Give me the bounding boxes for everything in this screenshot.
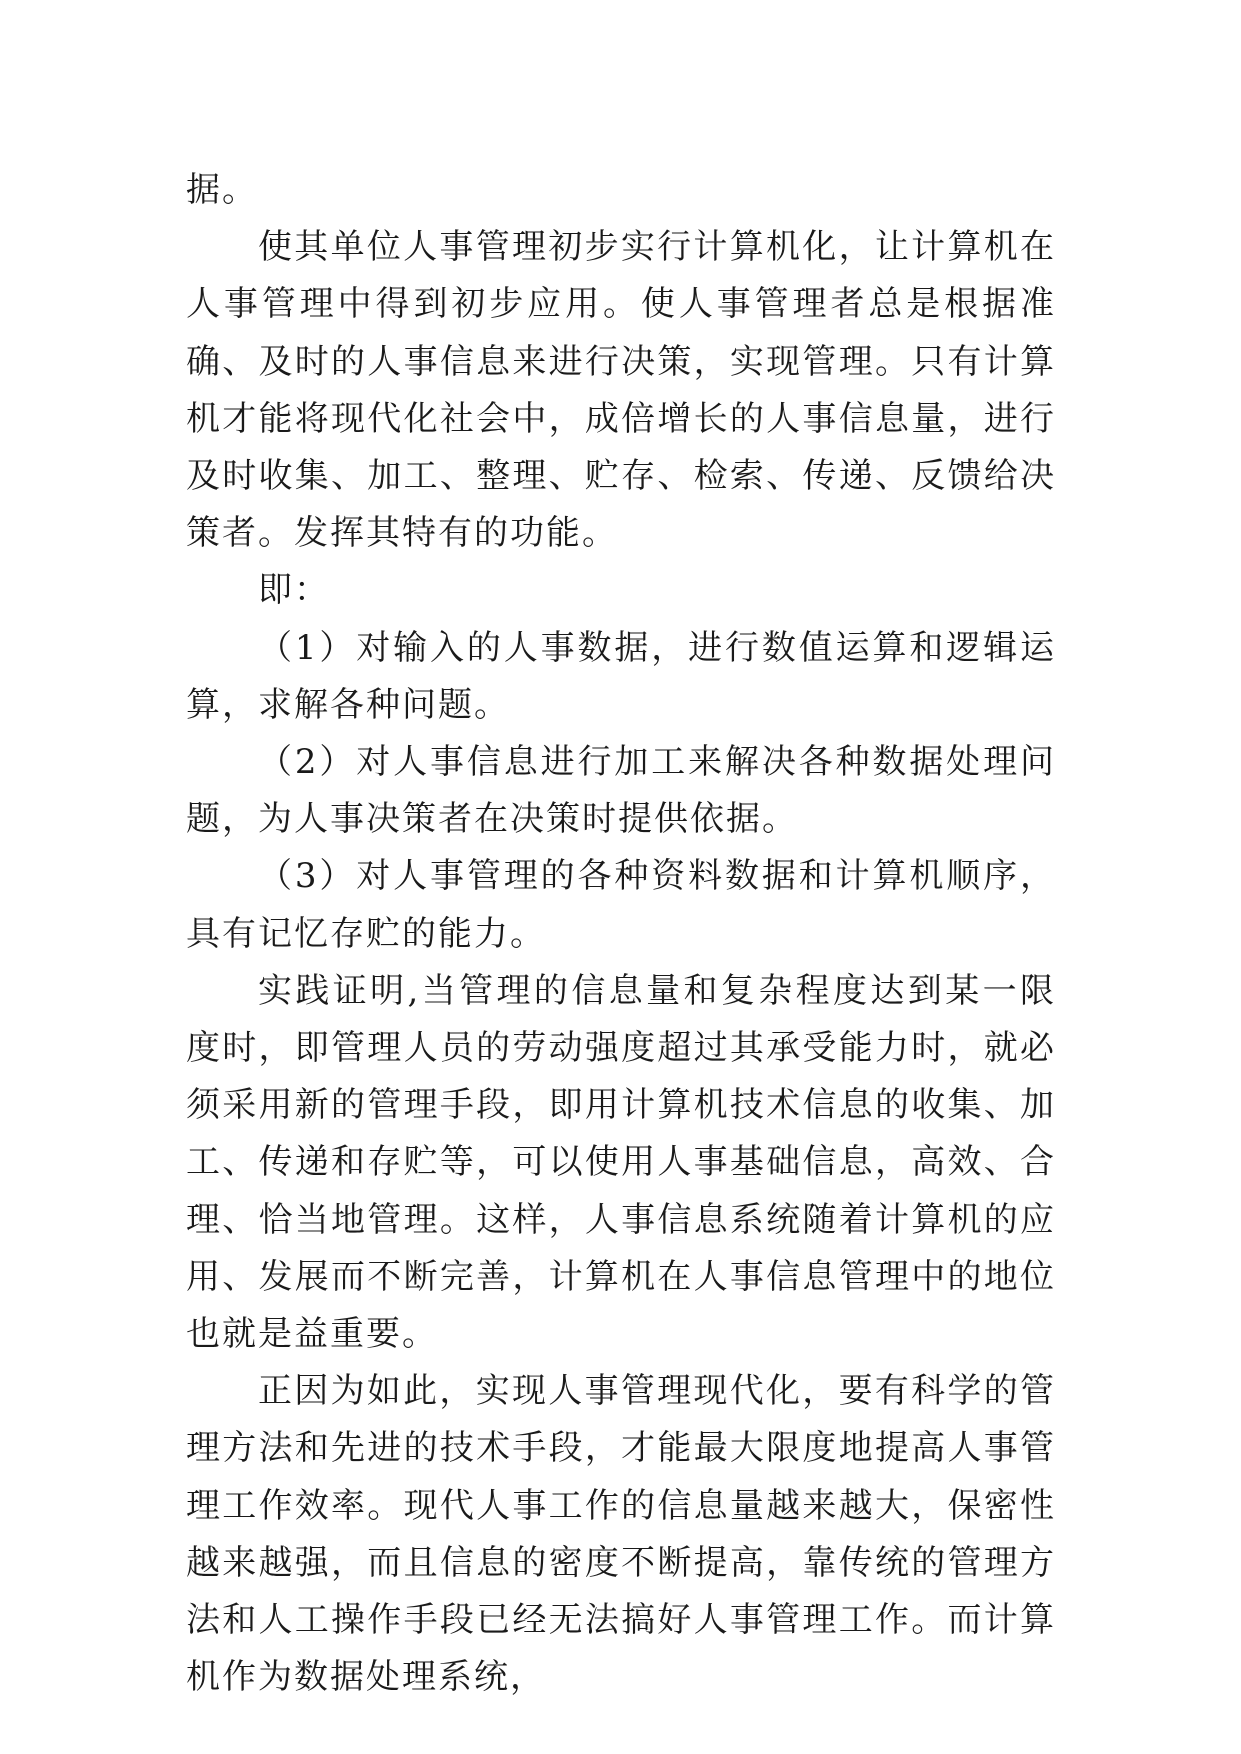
list-item-2: （2）对人事信息进行加工来解决各种数据处理问题，为人事决策者在决策时提供依据。 — [186, 742, 1056, 840]
list-item-1: （1）对输入的人事数据，进行数值运算和逻辑运算，求解各种问题。 — [186, 627, 1056, 725]
paragraph-computerization: 使其单位人事管理初步实行计算机化，让计算机在人事管理中得到初步应用。使人事管理者总是根据准确、及时的人事信息来进行决策，实现管理。只有计算机才能将现代化社会中，成倍增长的人事信息量，进行及时收集、加工、整理、贮存、检索、传递、反馈给决策者。发挥其特有的功能。 — [186, 227, 1056, 554]
paragraph-namely: 即： — [258, 570, 330, 611]
paragraph-practice-proves: 实践证明,当管理的信息量和复杂程度达到某一限度时，即管理人员的劳动强度超过其承受能力时，就必须采用新的管理手段，即用计算机技术信息的收集、加工、传递和存贮等，可以使用人事基础信息，高效、合理、恰当地管理。这样，人事信息系统随着计算机的应用、发展而不断完善，计算机在人事信息管理中的地位也就是益重要。 — [186, 970, 1056, 1355]
document-body — [186, 162, 1056, 1706]
list-item-3: （3）对人事管理的各种资料数据和计算机顺序，具有记忆存贮的能力。 — [186, 856, 1056, 954]
paragraph-continuation: 据。 — [186, 170, 258, 210]
paragraph-modernization: 正因为如此，实现人事管理现代化，要有科学的管理方法和先进的技术手段，才能最大限度地提高人事管理工作效率。现代人事工作的信息量越来越大，保密性越来越强，而且信息的密度不断提高，靠传统的管理方法和人工操作手段已经无法搞好人事管理工作。而计算机作为数据处理系统， — [186, 1371, 1056, 1698]
